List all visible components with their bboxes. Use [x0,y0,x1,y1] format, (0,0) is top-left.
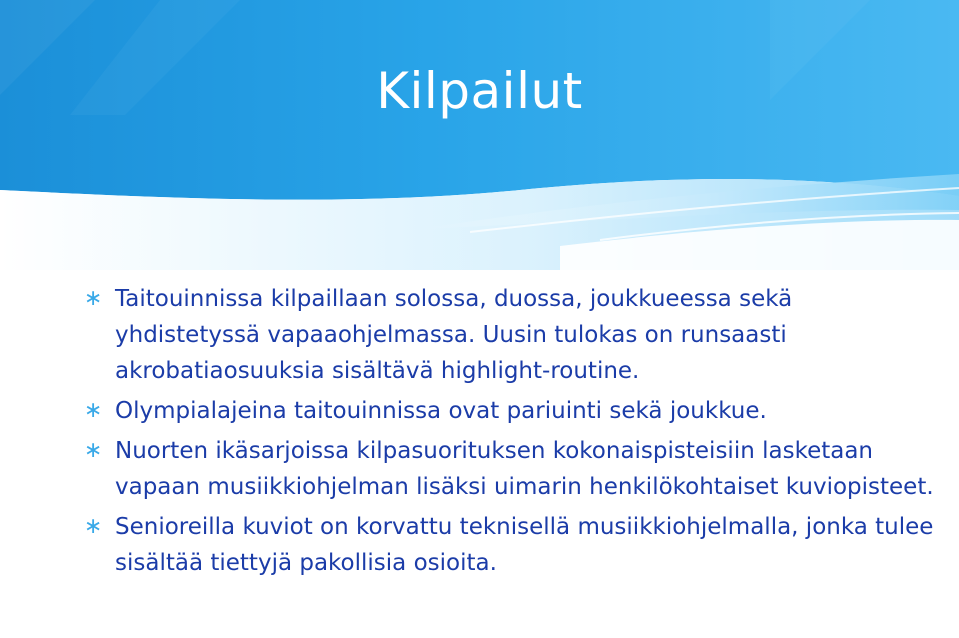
bullet-text: Olympialajeina taitouinnissa ovat pariuinti sekä joukkue. [115,398,767,424]
bullet-item [84,433,934,505]
bullet-item [84,393,934,429]
bullet-text: Taitouinnissa kilpaillaan solossa, duossa, joukkueessa sekä yhdistetyssä vapaaohjelmassa. Uusin tulokas on runsaasti akrobatiaosuuksia sisältävä highlight-routine. [115,286,793,384]
asterisk-bullet-icon: ∗ [84,514,103,539]
slide-title: Kilpailut [376,62,583,120]
bullet-item [84,509,934,581]
header-wave-background [0,0,959,270]
asterisk-bullet-icon: ∗ [84,398,103,423]
asterisk-bullet-icon: ∗ [84,438,103,463]
bullet-text: Nuorten ikäsarjoissa kilpasuorituksen kokonaispisteisiin lasketaan vapaan musiikkiohjelman lisäksi uimarin henkilökohtaiset kuviopisteet. [115,438,934,500]
asterisk-bullet-icon: ∗ [84,286,103,311]
bullet-item [84,281,934,389]
bullet-text: Senioreilla kuviot on korvattu teknisellä musiikkiohjelmalla, jonka tulee sisältää tiettyjä pakollisia osioita. [115,514,934,576]
bullet-list [84,281,934,585]
